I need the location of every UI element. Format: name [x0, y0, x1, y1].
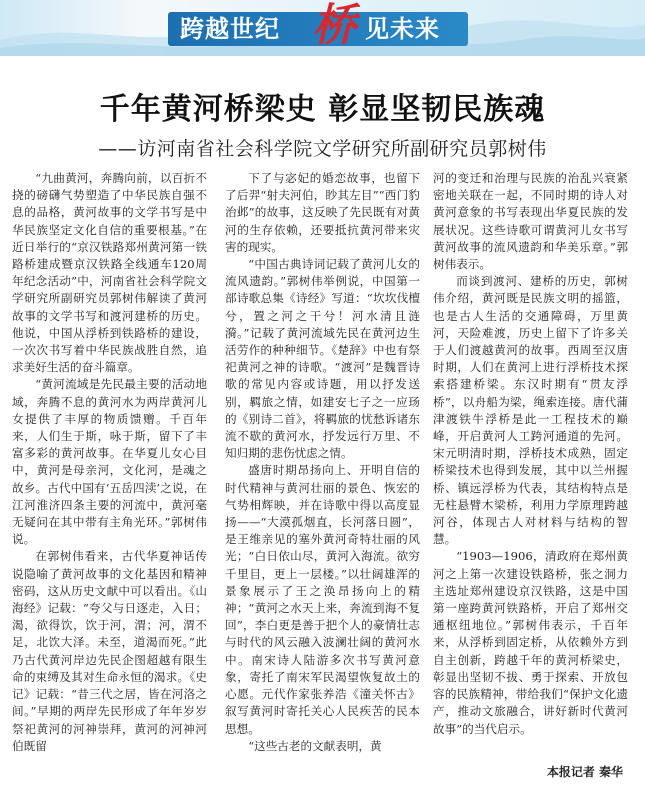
paragraph: “这些古老的文献表明，黄 [248, 738, 382, 753]
banner-text-left: 跨越世纪 [180, 15, 280, 43]
article-subtitle: ——访河南省社会科学院文学研究所副研究员郭树伟 [98, 138, 547, 160]
paragraph: “中国古典诗词记载了黄河儿女的流风遗韵。”郭树伟举例说，中国第一部诗歌总集《诗经》写道：“坎坎伐檀兮，置之河之干兮！河水清且涟漪。”记载了黄河流域先民在黄河边生活劳作的种种细节。《楚辞》中也有祭祀黄河之神的诗歌。“渡河”是魏晋诗歌的常见内容或诗题，用以抒发送别，羁旅之情，如建安七子之一应玚的《别诗二首》，将羁旅的忧愁诉诸东流不歇的黄河水，抒发远行万里、不知归期的悲伤忧虑之情。 [225, 257, 420, 461]
banner-highlight-char: 桥 [312, 0, 356, 51]
author-byline: 本报记者 秦华 [546, 765, 623, 779]
paragraph: 而谈到渡河、建桥的历史，郭树伟介绍，黄河既是民族文明的摇篮，也是古人生活的交通障碍，万里黄河，天险难渡，历史上留下了许多关于人们渡越黄河的故事。西周至汉唐时期，人们在黄河上进行浮桥技术探索搭建桥梁。东汉时期有“贯友浮桥”，以舟船为梁，绳索连接。唐代蒲津渡铁牛浮桥是此一工程技术的巅峰，开启黄河人工跨河通道的先河。宋元明清时期，浮桥技术成熟，固定桥梁技术也得到发展，其中以兰州握桥、镇远浮桥为代表，其结构特点是无柱悬臂木梁桥，利用力学原理跨越河谷，体现古人对材料与结构的智慧。 [433, 274, 628, 547]
text-column-3 [433, 170, 628, 738]
text-column-1 [12, 170, 207, 755]
paragraph: 河的变迁和治理与民族的治乱兴衰紧密地关联在一起，不同时期的诗人对黄河意象的书写表现出华夏民族的发展状况。这些诗歌可谓黄河儿女书写黄河故事的流风遗韵和华美乐章。”郭树伟表示。 [433, 171, 628, 272]
text-column-2 [225, 170, 420, 755]
paragraph: “1903—1906，清政府在郑州黄河之上第一次建设铁路桥，张之洞力主选址郑州建设京汉铁路，这是中国第一座跨黄河铁路桥，开启了郑州交通枢纽地位。”郭树伟表示，千百年来，从浮桥到固定桥，从依赖外方到自主创新，跨越千年的黄河桥梁史，彰显出坚韧不拔、勇于探索、开放包容的民族精神，带给我们“保护文化遗产，推动文旅融合，讲好新时代黄河故事”的当代启示。 [433, 549, 628, 736]
banner-text-right: 见未来 [365, 15, 440, 43]
paragraph: 盛唐时期昂扬向上、开明自信的时代精神与黄河壮丽的景色、恢宏的气势相辉映，并在诗歌中得以高度显扬——“大漠孤烟直，长河落日圆”，是王维亲见的塞外黄河奇特壮丽的风光；“白日依山尽，黄河入海流。欲穷千里目，更上一层楼。”以壮阔雄浑的景象展示了王之涣昂扬向上的精神；“黄河之水天上来，奔流到海不复回”，李白更是善于把个人的豪情壮志与时代的风云融入波澜壮阔的黄河水中。南宋诗人陆游多次书写黄河意象，寄托了南宋军民渴望恢复故土的心愿。元代作家张养浩《潼关怀古》叙写黄河时寄托关心人民疾苦的民本思想。 [225, 463, 420, 736]
paragraph: “黄河流域是先民最主要的活动地域，奔腾不息的黄河水为两岸黄河儿女提供了丰厚的物质馈赠。千百年来，人们生于斯，咏于斯，留下了丰富多彩的黄河故事。在华夏儿女心目中，黄河是母亲河，文化河，是魂之故乡。古代中国有‘五岳四渎’之说，在江河淮济四条主要的河流中，黄河毫无疑问在其中带有主角光环。”郭树伟说。 [12, 377, 207, 547]
article-title: 千年黄河桥梁史 彰显坚韧民族魂 [99, 92, 546, 127]
paragraph: “九曲黄河，奔腾向前，以百折不挠的磅礴气势塑造了中华民族自强不息的品格，黄河故事的文学书写是中华民族坚定文化自信的重要根基。”在近日举行的“京汉铁路郑州黄河第一铁路桥建成暨京汉铁路全线通车120周年纪念活动”中，河南省社会科学院文学研究所副研究员郭树伟解读了黄河故事的文学书写和渡河建桥的历史。他说，中国从浮桥到铁路桥的建设，一次次书写着中华民族战胜自然，追求美好生活的奋斗篇章。 [12, 171, 207, 375]
paragraph: 下了与宓妃的婚恋故事，也留下了后羿“射夫河伯，眇其左目”“西门豹治邺”的故事，这反映了先民既有对黄河的生存依赖，还要抵抗黄河带来灾害的现实。 [225, 171, 420, 254]
paragraph: 在郭树伟看来，古代华夏神话传说隐喻了黄河故事的文化基因和精神密码，这从历史文献中可以看出。《山海经》记载：“夸父与日逐走，入日；渴，欲得饮，饮于河，渭；河，渭不足，北饮大泽。未至，道渴而死。”此乃古代黄河岸边先民企图超越有限生命的束缚及其对生命永恒的渴求。《史记》记载：“昔三代之居，皆在河洛之间。”早期的两岸先民形成了年年岁岁祭祀黄河的河神崇拜，黄河的河神河伯既留 [12, 549, 207, 753]
section-banner [0, 0, 645, 56]
